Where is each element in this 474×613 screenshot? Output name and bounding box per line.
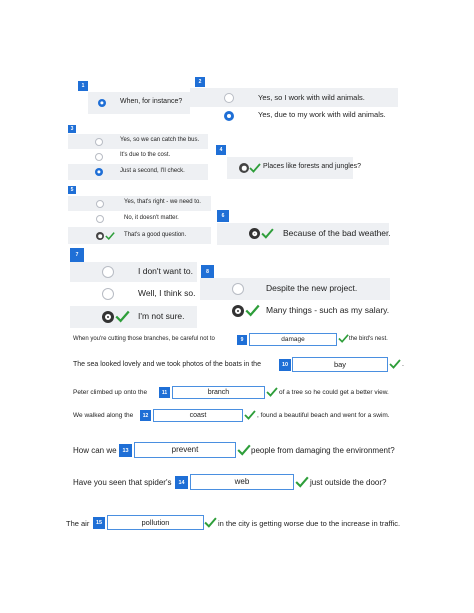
check-icon xyxy=(266,386,278,398)
option-4a[interactable] xyxy=(227,157,362,179)
radio[interactable] xyxy=(96,200,104,208)
sentence-after: , found a beautiful beach and went for a swim. xyxy=(257,412,390,419)
radio[interactable] xyxy=(102,288,114,300)
gap-number: 9 xyxy=(237,335,247,345)
option-label: Yes, so I work with wild animals. xyxy=(258,93,365,102)
option-label: Many things - such as my salary. xyxy=(266,305,390,315)
option-5a[interactable] xyxy=(68,196,211,211)
answer-input[interactable]: bay xyxy=(292,357,388,372)
radio-selected[interactable] xyxy=(95,168,103,176)
option-label: Places like forests and jungles? xyxy=(263,163,362,170)
check-icon xyxy=(249,162,261,174)
question-number: 2 xyxy=(195,77,205,87)
answer-input[interactable]: damage xyxy=(249,333,337,346)
option-label: Just a second, I'll check. xyxy=(120,168,185,174)
option-label: Because of the bad weather. xyxy=(283,228,391,238)
option-3a[interactable] xyxy=(68,134,208,149)
option-3b[interactable] xyxy=(68,150,208,164)
option-label: Yes, due to my work with wild animals. xyxy=(258,110,386,119)
check-icon xyxy=(295,475,309,489)
check-icon xyxy=(244,409,256,421)
answer-input[interactable]: web xyxy=(190,474,294,490)
option-label: Yes, so we can catch the bus. xyxy=(120,137,200,143)
check-icon xyxy=(204,516,217,529)
check-icon xyxy=(389,358,401,370)
sentence-after: the bird's nest. xyxy=(349,336,388,342)
question-number: 4 xyxy=(216,145,226,155)
option-8a[interactable] xyxy=(200,278,390,300)
option-5c[interactable] xyxy=(68,227,211,244)
sentence-before: Peter climbed up onto the xyxy=(73,389,148,396)
option-label: Yes, that's right - we need to. xyxy=(124,199,201,205)
check-icon xyxy=(261,227,274,240)
gap-number: 10 xyxy=(279,359,291,371)
option-5b[interactable] xyxy=(68,212,211,226)
answer-input[interactable]: prevent xyxy=(134,442,236,458)
question-number: 8 xyxy=(201,265,214,278)
question-number: 7 xyxy=(70,248,84,262)
gap-number: 11 xyxy=(159,387,170,398)
option-label: It's due to the cost. xyxy=(120,152,171,158)
option-6a[interactable] xyxy=(217,223,389,245)
sentence-after: people from damaging the environment? xyxy=(251,446,395,455)
option-label: I'm not sure. xyxy=(138,311,185,321)
radio-selected[interactable] xyxy=(102,311,114,323)
option-1a[interactable] xyxy=(88,92,190,114)
option-7b[interactable] xyxy=(70,284,197,304)
radio-selected[interactable] xyxy=(232,305,244,317)
radio[interactable] xyxy=(95,153,103,161)
answer-input[interactable]: pollution xyxy=(107,515,204,530)
option-2b[interactable] xyxy=(190,107,398,124)
check-icon xyxy=(105,231,115,241)
radio[interactable] xyxy=(102,266,114,278)
option-8b[interactable] xyxy=(200,300,390,322)
sentence-after: . xyxy=(402,361,404,368)
question-number: 6 xyxy=(217,210,229,222)
answer-input[interactable]: branch xyxy=(172,386,265,399)
gap-number: 13 xyxy=(119,444,132,457)
option-label: No, it doesn't matter. xyxy=(124,215,179,221)
sentence-before: The air xyxy=(66,519,90,528)
check-icon xyxy=(245,303,260,318)
check-icon xyxy=(338,333,349,344)
sentence-before: How can we xyxy=(73,446,117,455)
option-label: Despite the new project. xyxy=(266,283,358,293)
sentence-before: The sea looked lovely and we took photos of the boats in the xyxy=(73,361,261,368)
radio-selected[interactable] xyxy=(239,163,249,173)
radio[interactable] xyxy=(96,215,104,223)
sentence-before: We walked along the xyxy=(73,412,134,419)
sentence-after: just outside the door? xyxy=(310,478,387,487)
gap-number: 15 xyxy=(93,517,105,529)
radio-selected[interactable] xyxy=(224,111,234,121)
gap-number: 12 xyxy=(140,410,151,421)
question-number: 1 xyxy=(78,81,88,91)
sentence-after: of a tree so he could get a better view. xyxy=(279,389,389,396)
radio-selected[interactable] xyxy=(98,99,106,107)
option-label: Well, I think so. xyxy=(138,288,196,298)
option-label: That's a good question. xyxy=(124,232,187,238)
option-2a[interactable] xyxy=(190,88,398,107)
gap-number: 14 xyxy=(175,476,188,489)
question-number: 3 xyxy=(68,125,76,133)
option-3c[interactable] xyxy=(68,164,208,180)
check-icon xyxy=(115,309,130,324)
radio-selected[interactable] xyxy=(96,232,104,240)
radio[interactable] xyxy=(224,93,234,103)
check-icon xyxy=(237,443,251,457)
question-number: 5 xyxy=(68,186,76,194)
option-label: I don't want to. xyxy=(138,266,194,276)
radio[interactable] xyxy=(95,138,103,146)
sentence-before: Have you seen that spider's xyxy=(73,478,172,487)
answer-input[interactable]: coast xyxy=(153,409,243,422)
sentence-after: in the city is getting worse due to the increase in traffic. xyxy=(218,519,401,528)
radio-selected[interactable] xyxy=(249,228,260,239)
radio[interactable] xyxy=(232,283,244,295)
sentence-before: When you're cutting those branches, be careful not to xyxy=(73,336,215,342)
option-7c[interactable] xyxy=(70,306,197,328)
option-7a[interactable] xyxy=(70,262,197,282)
option-label: When, for instance? xyxy=(120,98,183,105)
